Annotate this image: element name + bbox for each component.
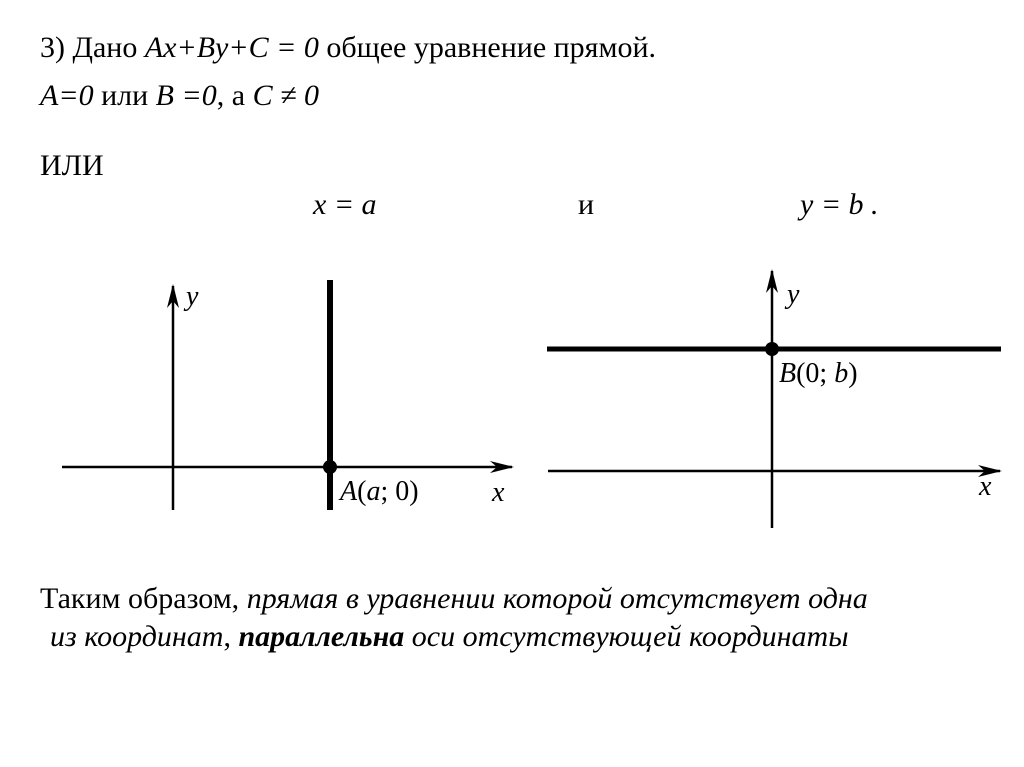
diagram-vertical-line (62, 280, 512, 510)
diagram-horizontal-line (547, 271, 1001, 528)
conclusion-bold: параллельна (238, 620, 405, 653)
point-b (765, 342, 779, 356)
comma-a-word: , а (216, 79, 253, 112)
general-equation: Ax+By+C = 0 (144, 31, 319, 64)
conjunction-and: и (578, 188, 595, 221)
left-x-axis-label: x (492, 477, 505, 508)
conclusion-line-1 (40, 584, 868, 614)
conclusion-line-2 (50, 622, 849, 652)
conclusion-lead: Таким образом, (40, 582, 247, 615)
right-y-axis-label: y (787, 279, 800, 310)
statement-suffix: общее уравнение прямой. (318, 31, 657, 64)
equation-x-eq-a: x = a (313, 188, 377, 221)
conclusion-italic-3: оси отсутствующей координаты (404, 620, 849, 653)
conclusion-italic-2: из координат (50, 620, 224, 653)
left-y-axis-label: y (186, 281, 199, 312)
conclusion-italic-1: прямая в уравнении которой отсутствует одна (246, 582, 868, 615)
equation-y-eq-b: y = b . (800, 188, 879, 221)
condition-c: C ≠ 0 (252, 79, 320, 112)
point-a-label: A(a; 0) (340, 476, 419, 507)
condition-a: A=0 (40, 79, 94, 112)
condition-b: B =0 (155, 79, 217, 112)
right-x-axis-label: x (979, 471, 992, 502)
conclusion-comma: , (223, 620, 239, 653)
statement-prefix: 3) Дано (40, 31, 145, 64)
point-b-label: B(0; b) (779, 358, 858, 389)
point-a (323, 460, 337, 474)
or-caps: ИЛИ (40, 149, 104, 182)
or-word: или (93, 79, 156, 112)
